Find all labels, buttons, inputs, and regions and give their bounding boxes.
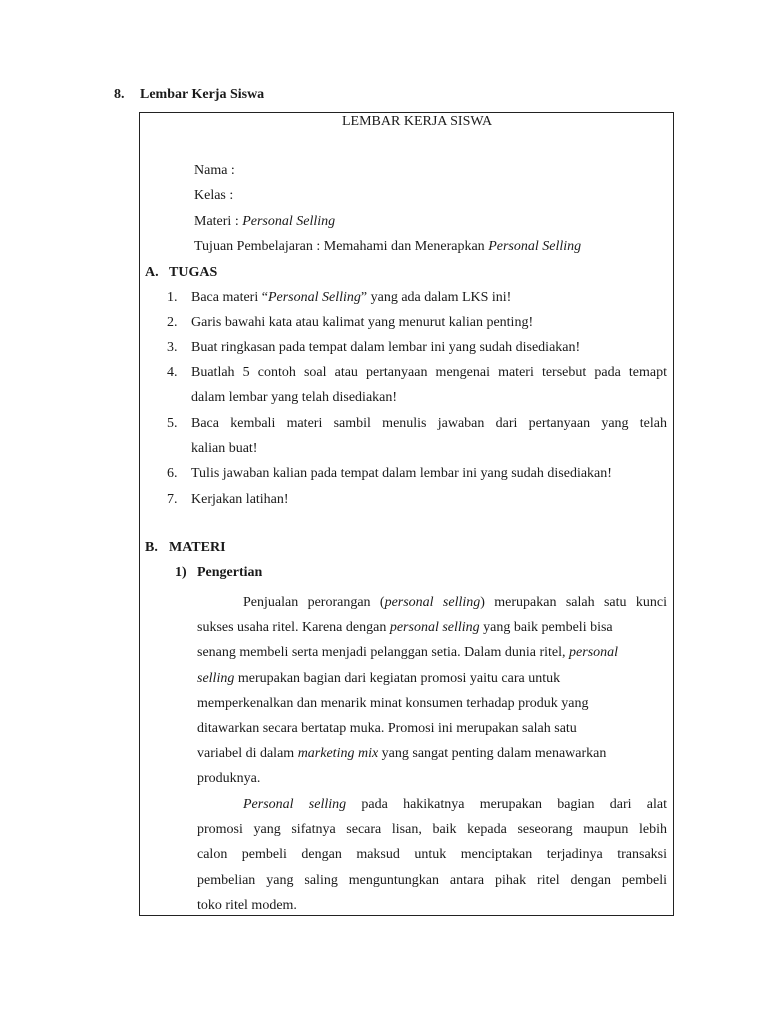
tugas-item-number: 2. xyxy=(167,315,178,330)
text-run: pada hakikatnya merupakan bagian dari alat xyxy=(346,797,667,812)
tugas-item: Kerjakan latihan! xyxy=(191,492,289,507)
tugas-item-number: 7. xyxy=(167,492,178,507)
paragraph-line xyxy=(197,640,667,665)
subsection-title: Pengertian xyxy=(197,565,263,580)
paragraph-line: produknya. xyxy=(197,771,261,787)
paragraph-1 xyxy=(197,590,667,792)
paragraph-line xyxy=(197,666,667,691)
tugas-title: TUGAS xyxy=(169,265,218,280)
field-kelas: Kelas : xyxy=(194,188,234,203)
tugas-item-number: 1. xyxy=(167,290,178,305)
tugas-item-line: kalian buat! xyxy=(191,441,258,456)
field-materi-label: Materi : xyxy=(194,214,243,229)
tugas-item-text-em: Personal Selling xyxy=(267,290,361,305)
section-number: 8. xyxy=(114,87,125,102)
tugas-item-line: Baca kembali materi sambil menulis jawaban dari pertanyaan yang telah xyxy=(191,416,667,431)
text-run-italic: personal selling xyxy=(389,620,480,636)
paragraph-line xyxy=(197,590,667,615)
paragraph-line xyxy=(197,741,667,766)
paragraph-line xyxy=(197,615,667,640)
tugas-letter: A. xyxy=(145,265,159,280)
tugas-item-number: 3. xyxy=(167,340,178,355)
text-run-italic: personal selling xyxy=(384,595,481,610)
text-run-italic: Personal selling xyxy=(243,797,347,812)
field-materi xyxy=(194,214,335,230)
field-materi-value: Personal Selling xyxy=(242,214,336,229)
tugas-item: Tulis jawaban kalian pada tempat dalam lembar ini yang sudah disediakan! xyxy=(191,466,612,481)
tugas-item xyxy=(191,290,511,306)
section-title: Lembar Kerja Siswa xyxy=(140,87,265,102)
text-run: merupakan bagian dari kegiatan promosi yaitu cara untuk xyxy=(234,670,561,686)
materi-title: MATERI xyxy=(169,540,226,555)
field-nama: Nama : xyxy=(194,163,235,178)
paragraph-line: pembelian yang saling menguntungkan antara pihak ritel dengan pembeli xyxy=(197,872,667,888)
tugas-item-number: 6. xyxy=(167,466,178,481)
text-run: sukses usaha ritel. Karena dengan xyxy=(197,620,390,636)
tugas-item-number: 4. xyxy=(167,365,178,380)
worksheet-heading: LEMBAR KERJA SISWA xyxy=(342,114,493,129)
tugas-item-text-pre: Baca materi “ xyxy=(191,290,268,305)
field-tujuan-value: Personal Selling xyxy=(488,239,582,254)
tugas-item-text-post: ” yang ada dalam LKS ini! xyxy=(360,290,512,305)
text-run: variabel di dalam xyxy=(197,746,298,762)
paragraph-line: memperkenalkan dan menarik minat konsumen terhadap produk yang xyxy=(197,695,589,711)
text-run-italic: marketing mix xyxy=(297,746,379,762)
paragraph-line xyxy=(197,792,667,817)
tugas-item-number: 5. xyxy=(167,416,178,431)
paragraph-line: toko ritel modem. xyxy=(197,897,297,913)
text-run: yang baik pembeli bisa xyxy=(479,620,613,636)
tugas-item: Buat ringkasan pada tempat dalam lembar ini yang sudah disediakan! xyxy=(191,340,581,355)
paragraph-line: calon pembeli dengan maksud untuk menciptakan terjadinya transaksi xyxy=(197,847,667,863)
text-run-italic: selling xyxy=(197,670,235,686)
field-tujuan xyxy=(194,239,581,255)
paragraph-line: ditawarkan secara bertatap muka. Promosi ini merupakan salah satu xyxy=(197,720,577,736)
text-run-italic: personal xyxy=(569,645,619,661)
paragraph-2 xyxy=(197,792,667,918)
text-run: Penjualan perorangan ( xyxy=(243,595,385,610)
field-tujuan-label: Tujuan Pembelajaran : Memahami dan Menerapkan xyxy=(194,239,489,254)
subsection-number: 1) xyxy=(175,565,187,580)
materi-letter: B. xyxy=(145,540,158,555)
text-run: senang membeli serta menjadi pelanggan setia. Dalam dunia ritel, xyxy=(197,645,570,661)
tugas-item-line: Buatlah 5 contoh soal atau pertanyaan mengenai materi tersebut pada temapt xyxy=(191,365,667,380)
tugas-item: Garis bawahi kata atau kalimat yang menurut kalian penting! xyxy=(191,315,534,330)
paragraph-line: promosi yang sifatnya secara lisan, baik kepada seseorang maupun lebih xyxy=(197,822,667,838)
tugas-item-line: dalam lembar yang telah disediakan! xyxy=(191,390,398,405)
text-run: ) merupakan salah satu kunci xyxy=(480,595,667,610)
text-run: yang sangat penting dalam menawarkan xyxy=(378,746,607,762)
